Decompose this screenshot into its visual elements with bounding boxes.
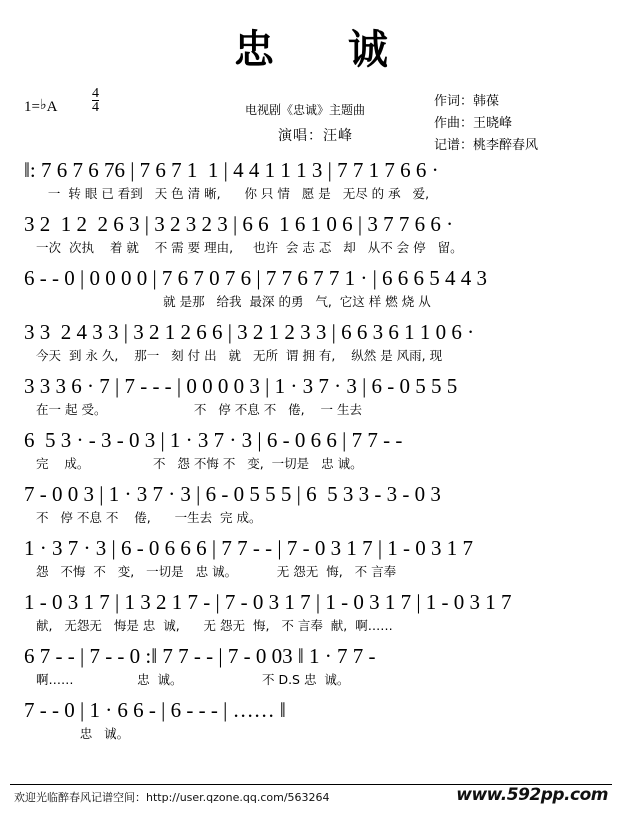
- lyrics-line: 一次 次执 着 就 不 需 要 理由, 也许 会 志 忑 却 从不 会 停 留。: [36, 240, 463, 255]
- music-system: [0, 373, 622, 427]
- music-system: [0, 157, 622, 211]
- music-system: [0, 211, 622, 265]
- flat-icon: ♭: [39, 98, 47, 113]
- key-letter: A: [46, 99, 58, 115]
- credit-lyricist: 作词：韩葆: [434, 94, 500, 109]
- notation-line: 3 3 2 4 3 3 | 3 2 1 2 6 6 | 3 2 1 2 3 3 | 6 6 3 6 1 1 0 6 ·: [24, 320, 475, 344]
- music-system: [0, 697, 622, 751]
- page-footer: [0, 785, 622, 805]
- lyrics-line: 不 停 不息 不 倦, 一生去 完 成。: [36, 510, 262, 525]
- lyrics-line: 献, 无怨无 悔是 忠 诚, 无 怨无 悔, 不 言奉 献, 啊……: [36, 618, 393, 633]
- notation-line: 6 5 3 · - 3 - 0 3 | 1 · 3 7 · 3 | 6 - 0 6 6 | 7 7 - -: [24, 428, 403, 452]
- page-title: 忠 诚: [234, 27, 418, 73]
- performer: 演唱：汪峰: [278, 128, 353, 144]
- music-system: [0, 427, 622, 481]
- music-system: [0, 535, 622, 589]
- subtitle: 电视剧《忠诚》主题曲: [245, 103, 366, 117]
- time-signature: [92, 87, 99, 114]
- music-system: [0, 643, 622, 697]
- notation-line: ‖: 7 6 7 6 76 | 7 6 7 1 1 | 4 4 1 1 1 3 | 7 7 1 7 6 6 ·: [24, 158, 439, 182]
- notation-line: 3 2 1 2 2 6 3 | 3 2 3 2 3 | 6 6 1 6 1 0 6 | 3 7 7 6 6 ·: [24, 212, 454, 236]
- credit-composer: 作曲：王晓峰: [434, 116, 513, 131]
- notation-line: 1 - 0 3 1 7 | 1 3 2 1 7 - | 7 - 0 3 1 7 | 1 - 0 3 1 7 | 1 - 0 3 1 7: [24, 590, 512, 614]
- lyrics-line: 一 转 眼 已 看到 天 色 清 晰, 你 只 情 愿 是 无尽 的 承 爱,: [36, 186, 430, 201]
- lyrics-line: 怨 不悔 不 变, 一切是 忠 诚。 无 怨无 悔, 不 言奉: [36, 564, 397, 579]
- music-system: [0, 319, 622, 373]
- notation-line: 7 - - 0 | 1 · 6 6 - | 6 - - - | …… ‖: [24, 698, 286, 722]
- lyrics-line: 忠 诚。: [36, 726, 130, 741]
- lyrics-line: 就 是那 给我 最深 的勇 气, 它这 样 燃 烧 从: [36, 294, 431, 309]
- notation-line: 6 - - 0 | 0 0 0 0 | 7 6 7 0 7 6 | 7 7 6 7 7 1 · | 6 6 6 5 4 4 3: [24, 266, 488, 290]
- sheet-music-page: [0, 18, 622, 813]
- notation-line: 3 3 3 6 · 7 | 7 - - - | 0 0 0 0 3 | 1 · 3 7 · 3 | 6 - 0 5 5 5: [24, 374, 458, 398]
- site-brand: www.592pp.com: [456, 785, 608, 805]
- key-signature: [24, 97, 57, 116]
- music-system: [0, 481, 622, 535]
- lyrics-line: 啊…… 忠 诚。 不 D.S 忠 诚。: [36, 672, 350, 687]
- score-header: [0, 79, 622, 157]
- notation-line: 6 7 - - | 7 - - 0 :‖ 7 7 - - | 7 - 0 03 ‖ 1 · 7 7 -: [24, 644, 381, 668]
- footer-note: 欢迎光临醉春风记谱空间：http://user.qzone.qq.com/563264: [14, 791, 330, 804]
- notation-line: 1 · 3 7 · 3 | 6 - 0 6 6 6 | 7 7 - - | 7 - 0 3 1 7 | 1 - 0 3 1 7: [24, 536, 474, 560]
- music-system: [0, 265, 622, 319]
- lyrics-line: 今天 到 永 久, 那一 刻 付 出 就 无所 谓 拥 有, 纵然 是 风雨, 现: [36, 348, 443, 363]
- key-signature-label: 1=: [24, 99, 40, 115]
- time-signature-denominator: 4: [92, 100, 99, 115]
- music-system: [0, 589, 622, 643]
- credit-transcriber: 记谱：桃李醉春风: [434, 138, 539, 153]
- time-signature-numerator: 4: [92, 86, 99, 101]
- credits: [434, 91, 604, 157]
- lyrics-line: 在一 起 受。 不 停 不息 不 倦, 一 生去: [36, 402, 362, 417]
- lyrics-line: 完 成。 不 怨 不悔 不 变, 一切是 忠 诚。: [36, 456, 363, 471]
- notation-line: 7 - 0 0 3 | 1 · 3 7 · 3 | 6 - 0 5 5 5 | 6 5 3 3 - 3 - 0 3: [24, 482, 441, 506]
